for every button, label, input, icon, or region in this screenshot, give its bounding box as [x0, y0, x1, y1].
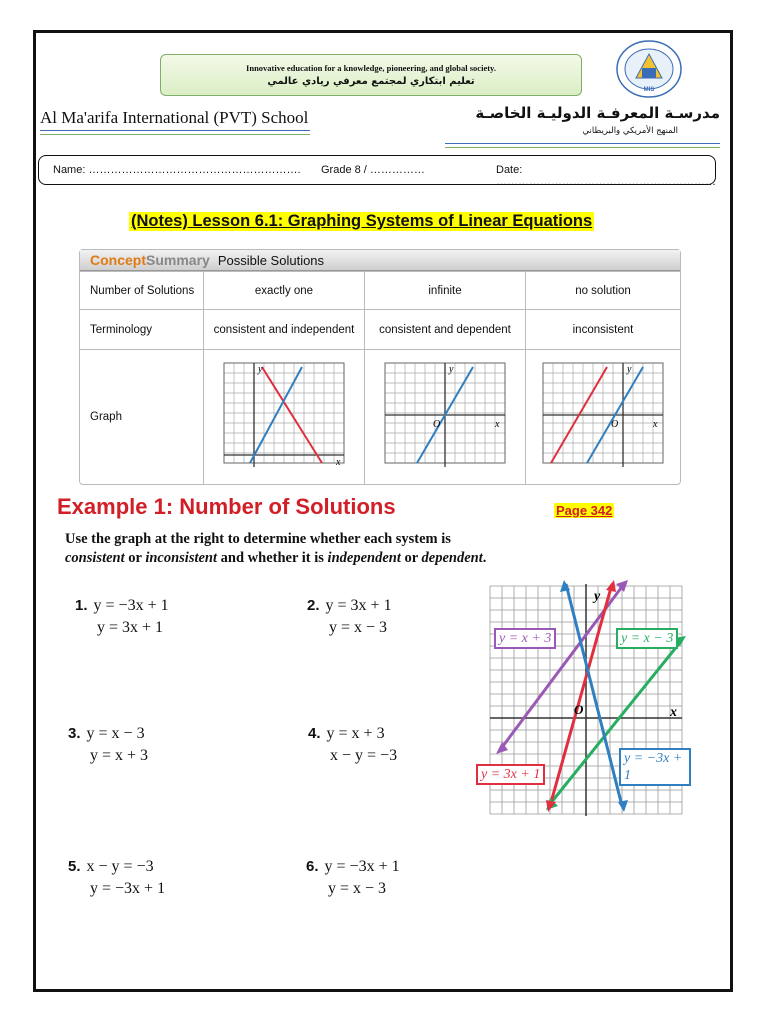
purple-line-label: y = x + 3	[494, 628, 556, 649]
graph-cell-infinite	[365, 350, 526, 484]
equation: x − y = −3	[86, 858, 154, 875]
concept-summary-header	[80, 250, 680, 271]
axis-x: x	[336, 457, 341, 469]
problem-number: 6.	[306, 858, 319, 875]
problem-3	[68, 723, 148, 767]
header-rule-right	[445, 143, 720, 144]
concept-subtitle: Possible Solutions	[217, 253, 325, 268]
instr-independent: independent	[327, 550, 401, 566]
concept-word: Concept	[90, 252, 146, 268]
axis-x: x	[653, 419, 658, 431]
header-rule-right-2	[445, 147, 720, 148]
blue-line-label: y = −3x + 1	[619, 748, 691, 786]
header-rule-left	[40, 130, 310, 131]
concept-table	[80, 271, 680, 484]
table-row	[80, 350, 680, 484]
motto-english: Innovative education for a knowledge, pioneering, and global society.	[246, 63, 496, 73]
solutions-cell: no solution	[526, 272, 681, 310]
equation: y = x − 3	[329, 619, 388, 636]
axis-y: y	[449, 364, 454, 376]
logo-text: MIS	[643, 87, 655, 93]
row-label-solutions: Number of Solutions	[80, 272, 204, 310]
example-instructions	[65, 530, 505, 568]
instr-or-1: or	[124, 550, 146, 566]
instr-inconsistent: inconsistent	[145, 550, 218, 566]
equation: y = x − 3	[86, 725, 145, 742]
equation: y = 3x + 1	[325, 597, 392, 614]
terminology-cell: inconsistent	[526, 310, 681, 350]
name-field[interactable]: Name: ………………………………………………….	[53, 164, 301, 176]
instr-period: .	[482, 550, 487, 566]
axis-y: y	[258, 364, 263, 376]
axis-y: y	[627, 364, 632, 376]
problem-number: 1.	[75, 597, 88, 614]
solutions-cell: infinite	[365, 272, 526, 310]
axis-x: x	[495, 419, 500, 431]
header-rule-left-2	[40, 134, 310, 135]
equation: y = −3x + 1	[90, 880, 166, 897]
graph-cell-no-solution	[526, 350, 681, 484]
terminology-cell: consistent and independent	[204, 310, 365, 350]
red-line-label: y = 3x + 1	[476, 764, 545, 785]
motto-arabic: تعليم ابتكاري لمجتمع معرفي ريادي عالمي	[267, 76, 475, 87]
example-graph	[476, 580, 691, 820]
equation: y = −3x + 1	[324, 858, 400, 875]
instr-consistent: consistent	[65, 550, 125, 566]
graph-axis-y: y	[594, 589, 601, 604]
equation: y = x − 3	[328, 880, 387, 897]
table-row	[80, 310, 680, 350]
curriculum-arabic: المنهج الأمريكي والبريطاني	[582, 126, 678, 136]
row-label-graph: Graph	[80, 350, 204, 484]
equation: y = 3x + 1	[97, 619, 164, 636]
graph-infinite	[383, 361, 507, 469]
motto-banner	[160, 54, 582, 96]
concept-summary	[79, 249, 681, 485]
equation: y = −3x + 1	[93, 597, 169, 614]
school-name-arabic: مدرسـة المعرفـة الدوليـة الخاصـة	[475, 104, 720, 122]
problem-number: 2.	[307, 597, 320, 614]
equation: y = x + 3	[326, 725, 385, 742]
problem-4	[308, 723, 397, 767]
graph-exactly-one	[222, 361, 346, 469]
summary-word: Summary	[146, 252, 210, 268]
graph-cell-one-solution	[204, 350, 365, 484]
graph-axis-x: x	[670, 705, 677, 720]
green-line-label: y = x − 3	[616, 628, 678, 649]
problem-6	[306, 856, 400, 900]
example-title: Example 1: Number of Solutions	[57, 494, 396, 519]
student-info-box	[38, 155, 716, 188]
lesson-title: (Notes) Lesson 6.1: Graphing Systems of Linear Equations	[131, 212, 593, 230]
origin: O	[433, 419, 441, 431]
terminology-cell: consistent and dependent	[365, 310, 526, 350]
equation: x − y = −3	[330, 747, 398, 764]
problem-5	[68, 856, 165, 900]
graph-no-solution	[541, 361, 665, 469]
problem-number: 5.	[68, 858, 81, 875]
date-field[interactable]: Date: ……………………………………………………	[496, 164, 716, 188]
graph-origin: O	[574, 702, 584, 717]
instr-text-2: and whether it is	[217, 550, 328, 566]
page-reference: Page 342	[556, 503, 613, 518]
origin: O	[611, 419, 619, 431]
instr-dependent: dependent	[421, 550, 483, 566]
row-label-terminology: Terminology	[80, 310, 204, 350]
table-row	[80, 272, 680, 310]
solutions-cell: exactly one	[204, 272, 365, 310]
school-logo	[614, 38, 684, 100]
instr-or-2: or	[400, 550, 422, 566]
school-name-english: Al Ma'arifa International (PVT) School	[40, 108, 309, 127]
grade-field[interactable]: Grade 8 / ……………	[321, 164, 425, 176]
problem-1	[75, 595, 169, 639]
equation: y = x + 3	[90, 747, 149, 764]
problem-number: 3.	[68, 725, 81, 742]
instr-text-1: Use the graph at the right to determine whether each system is	[65, 531, 451, 547]
problem-2	[307, 595, 392, 639]
problem-number: 4.	[308, 725, 321, 742]
